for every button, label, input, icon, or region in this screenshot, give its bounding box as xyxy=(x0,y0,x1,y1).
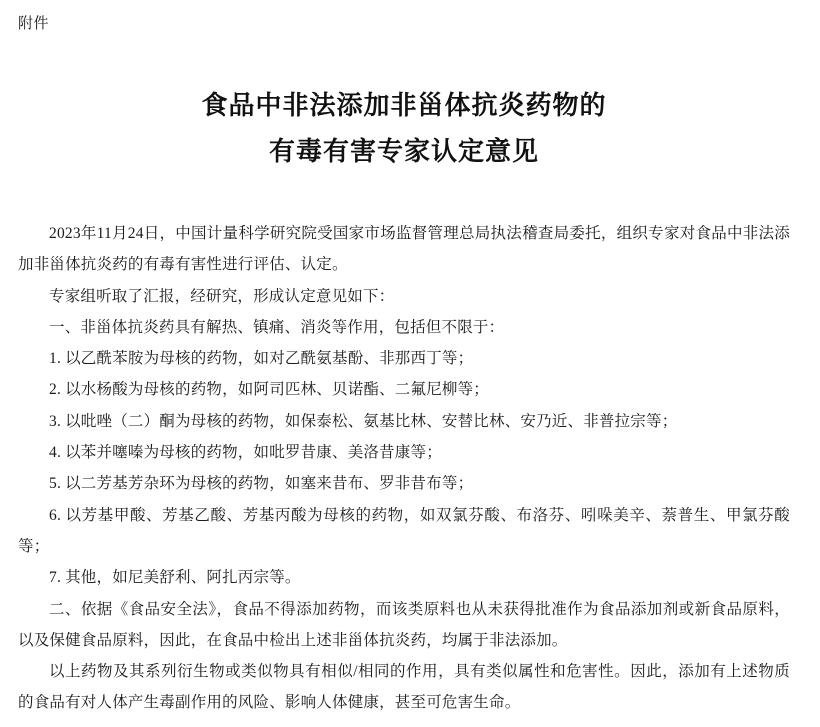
paragraph-section-two: 二、依据《食品安全法》，食品不得添加药物，而该类原料也从未获得批准作为食品添加剂或新食品原料，以及保健食品原料，因此，在食品中检出上述非甾体抗炎药，均属于非法添加。 xyxy=(18,600,790,649)
list-item: 2. 以水杨酸为母核的药物，如阿司匹林、贝诺酯、二氟尼柳等； xyxy=(49,381,490,399)
page-title xyxy=(18,83,790,174)
list-item: 3. 以吡唑（二）酮为母核的药物，如保泰松、氨基比林、安替比林、安乃近、非普拉宗等； xyxy=(49,412,678,430)
list-item: 6. 以芳基甲酸、芳基乙酸、芳基丙酸为母核的药物，如双氯芬酸、布洛芬、吲哚美辛、萘普生、甲氯芬酸等； xyxy=(18,506,790,555)
paragraph-section-one: 一、非甾体抗炎药具有解热、镇痛、消炎等作用，包括但不限于： xyxy=(49,318,505,336)
list-item: 4. 以苯并噻嗪为母核的药物，如吡罗昔康、美洛昔康等； xyxy=(49,444,442,462)
list-item: 7. 其他，如尼美舒利、阿扎丙宗等。 xyxy=(49,569,301,587)
document-body xyxy=(18,218,790,719)
paragraph-conclusion: 以上药物及其系列衍生物或类似物具有相似/相同的作用，具有类似属性和危害性。因此，添加有上述物质的食品有对人体产生毒副作用的风险、影响人体健康，甚至可危害生命。 xyxy=(18,663,790,712)
list-item: 5. 以二芳基芳杂环为母核的药物，如塞来昔布、罗非昔布等； xyxy=(49,475,474,493)
paragraph-intro: 2023年11月24日，中国计量科学研究院受国家市场监督管理总局执法稽查局委托，组织专家对食品中非法添加非甾体抗炎药的有毒有害性进行评估、认定。 xyxy=(18,225,790,274)
title-line-2: 有毒有害专家认定意见 xyxy=(268,136,539,166)
attachment-label: 附件 xyxy=(18,16,50,32)
list-item: 1. 以乙酰苯胺为母核的药物，如对乙酰氨基酚、非那西丁等； xyxy=(49,350,474,368)
paragraph-expert-group: 专家组听取了汇报，经研究，形成认定意见如下： xyxy=(49,287,395,305)
title-line-1: 食品中非法添加非甾体抗炎药物的 xyxy=(201,91,607,120)
